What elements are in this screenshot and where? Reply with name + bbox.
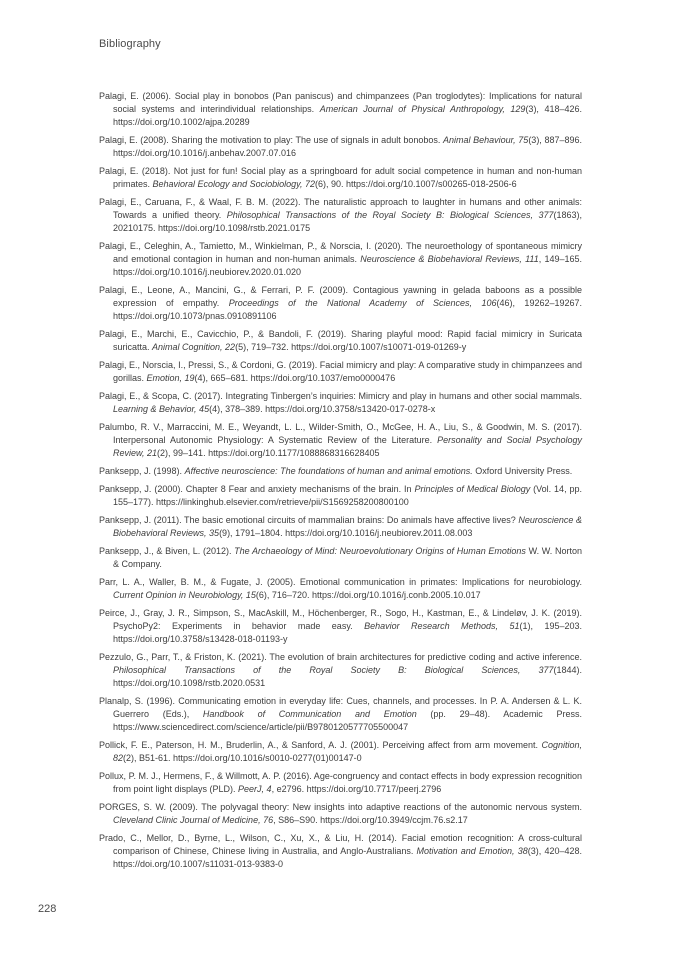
entry-text: Palagi, E. (2006). Social play in bonobos (Pan paniscus) and chimpanzees (Pan troglodytes): Implications for natural social systems and interindividual relationships. <box>99 91 582 114</box>
entry-italic-text: Animal Behaviour, 75 <box>443 135 529 145</box>
entry-italic-text: Philosophical Transactions of the Royal Society B: Biological Sciences, 377 <box>113 665 554 675</box>
entry-text: Palagi, E. (2018). Not just for fun! Social play as a springboard for adult social competence in human and non-human primates. <box>99 166 582 189</box>
entry-text: (3), 418–426. https://doi.org/10.1002/ajpa.20289 <box>113 104 582 127</box>
entry-text: (4), 665–681. https://doi.org/10.1037/emo0000476 <box>194 373 396 383</box>
entry-italic-text: Handbook of Communication and Emotion <box>202 709 417 719</box>
entry-text: Palumbo, R. V., Marraccini, M. E., Weyandt, L. L., Wilder-Smith, O., McGee, H. A., Liu, S., & Goodwin, M. S. (2017). Interpersonal Autonomic Physiology: A Systematic Review of the Literature. <box>99 422 582 445</box>
entry-italic-text: American Journal of Physical Anthropology, 129 <box>319 104 526 114</box>
bibliography-entry <box>99 165 582 191</box>
entry-text: (Vol. 14, pp. 155–177). https://linkinghub.elsevier.com/retrieve/pii/S1569258200800100 <box>113 484 582 507</box>
entry-italic-text: Behavioral Ecology and Sociobiology, 72 <box>152 179 315 189</box>
entry-text: (46), 19262–19267. https://doi.org/10.1073/pnas.0910891106 <box>113 298 582 321</box>
entry-italic-text: Principles of Medical Biology <box>414 484 531 494</box>
entry-text: (2), 99–141. https://doi.org/10.1177/1088868316628405 <box>157 448 380 458</box>
bibliography-entry <box>99 832 582 871</box>
entry-text: (5), 719–732. https://doi.org/10.1007/s10071-019-01269-y <box>235 342 467 352</box>
bibliography-entry <box>99 421 582 460</box>
bibliography-entry <box>99 90 582 129</box>
entry-text: Palagi, E., Leone, A., Mancini, G., & Ferrari, P. F. (2009). Contagious yawning in gelada baboons as a possible expression of empathy. <box>99 285 582 308</box>
bibliography-entry <box>99 328 582 354</box>
entry-italic-text: Neuroscience & Biobehavioral Reviews, 35 <box>113 515 582 538</box>
bibliography-entry <box>99 545 582 571</box>
entry-text: PORGES, S. W. (2009). The polyvagal theory: New insights into adaptive reactions of the autonomic nervous system. <box>99 802 582 812</box>
entry-text: Peirce, J., Gray, J. R., Simpson, S., MacAskill, M., Höchenberger, R., Sogo, H., Kastman, E., & Lindeløv, J. K. (2019). PsychoPy2: Experiments in behavior made easy. <box>99 608 582 631</box>
entry-text: Pollick, F. E., Paterson, H. M., Bruderlin, A., & Sanford, A. J. (2001). Perceiving affect from arm movement. <box>99 740 542 750</box>
entry-text: Palagi, E., Caruana, F., & Waal, F. B. M. (2022). The naturalistic approach to laughter in humans and other animals: Towards a unified theory. <box>99 197 582 220</box>
entry-italic-text: Motivation and Emotion, 38 <box>416 846 528 856</box>
entry-text: Palagi, E., & Scopa, C. (2017). Integrating Tinbergen’s inquiries: Mimicry and play in humans and other social mammals. <box>99 391 582 401</box>
entry-text: (6), 716–720. https://doi.org/10.1016/j.conb.2005.10.017 <box>255 590 481 600</box>
bibliography-entry <box>99 359 582 385</box>
entry-text: Palagi, E., Marchi, E., Cavicchio, P., & Bandoli, F. (2019). Sharing playful mood: Rapid facial mimicry in Suricata suricatta. <box>99 329 582 352</box>
entry-text: W. W. Norton & Company. <box>113 546 582 569</box>
page-title: Bibliography <box>99 38 161 50</box>
entry-italic-text: Neuroscience & Biobehavioral Reviews, 111 <box>360 254 539 264</box>
entry-text: , S86–S90. https://doi.org/10.3949/ccjm.76.s2.17 <box>273 815 468 825</box>
entry-text: (2), B51-61. https://doi.org/10.1016/s0010-0277(01)00147-0 <box>123 753 362 763</box>
entry-italic-text: Cognition, 82 <box>113 740 582 763</box>
entry-text: (9), 1791–1804. https://doi.org/10.1016/j.neubiorev.2011.08.003 <box>219 528 473 538</box>
entry-text: Prado, C., Mellor, D., Byrne, L., Wilson, C., Xu, X., & Liu, H. (2014). Facial emotion recognition: A cross-cultural comparison of Chinese, Chinese living in Australia, and Anglo-Australians. <box>99 833 582 856</box>
entry-text: Panksepp, J. (1998). <box>99 466 185 476</box>
entry-text: (3), 420–428. https://doi.org/10.1007/s11031-013-9383-0 <box>113 846 582 869</box>
entry-text: Planalp, S. (1996). Communicating emotion in everyday life: Cues, channels, and processes. In P. A. Andersen & L. K. Guerrero (Eds.), <box>99 696 582 719</box>
bibliography-entry <box>99 483 582 509</box>
page-number: 228 <box>38 903 57 915</box>
entry-text: Panksepp, J. (2011). The basic emotional circuits of mammalian brains: Do animals have affective lives? <box>99 515 519 525</box>
bibliography-entry <box>99 607 582 646</box>
entry-italic-text: Emotion, 19 <box>146 373 195 383</box>
bibliography-entry <box>99 801 582 827</box>
entry-italic-text: Philosophical Transactions of the Royal Society B: Biological Sciences, 377 <box>226 210 554 220</box>
entry-italic-text: Cleveland Clinic Journal of Medicine, 76 <box>113 815 274 825</box>
bibliography-entry <box>99 695 582 734</box>
entry-text: Panksepp, J. (2000). Chapter 8 Fear and anxiety mechanisms of the brain. In <box>99 484 415 494</box>
entry-text: (1844). https://doi.org/10.1098/rstb.2020.0531 <box>113 665 582 688</box>
bibliography-entry <box>99 651 582 690</box>
entry-text: Panksepp, J., & Biven, L. (2012). <box>99 546 235 556</box>
bibliography-entry <box>99 196 582 235</box>
bibliography-list <box>99 90 582 876</box>
entry-text: (4), 378–389. https://doi.org/10.3758/s13420-017-0278-x <box>209 404 436 414</box>
entry-italic-text: Personality and Social Psychology Review, 21 <box>113 435 583 458</box>
entry-text: (pp. 29–48). Academic Press. https://www.sciencedirect.com/science/article/pii/B9780120577705500047 <box>113 709 582 732</box>
entry-text: Oxford University Press. <box>472 466 573 476</box>
entry-text: (6), 90. https://doi.org/10.1007/s00265-018-2506-6 <box>314 179 517 189</box>
bibliography-entry <box>99 739 582 765</box>
bibliography-entry <box>99 134 582 160</box>
bibliography-entry <box>99 390 582 416</box>
entry-text: Palagi, E., Celeghin, A., Tamietto, M., Winkielman, P., & Norscia, I. (2020). The neuroethology of spontaneous mimicry and emotional contagion in human and non-human animals. <box>99 241 582 264</box>
entry-italic-text: Animal Cognition, 22 <box>152 342 236 352</box>
entry-text: Palagi, E., Norscia, I., Pressi, S., & Cordoni, G. (2019). Facial mimicry and play: A comparative study in chimpanzees and gorillas. <box>99 360 582 383</box>
entry-text: Palagi, E. (2008). Sharing the motivation to play: The use of signals in adult bonobos. <box>99 135 443 145</box>
bibliography-entry <box>99 514 582 540</box>
entry-italic-text: The Archaeology of Mind: Neuroevolutionary Origins of Human Emotions <box>234 546 526 556</box>
bibliography-entry <box>99 240 582 279</box>
entry-italic-text: Behavior Research Methods, 51 <box>364 621 520 631</box>
entry-italic-text: Proceedings of the National Academy of Sciences, 106 <box>228 298 497 308</box>
entry-italic-text: Learning & Behavior, 45 <box>113 404 210 414</box>
entry-text: , e2796. https://doi.org/10.7717/peerj.2796 <box>271 784 442 794</box>
bibliography-entry <box>99 770 582 796</box>
entry-text: (1), 195–203. https://doi.org/10.3758/s13428-018-01193-y <box>113 621 582 644</box>
entry-text: (1863), 20210175. https://doi.org/10.1098/rstb.2021.0175 <box>113 210 582 233</box>
bibliography-entry <box>99 576 582 602</box>
entry-text: Pollux, P. M. J., Hermens, F., & Willmott, A. P. (2016). Age-congruency and contact effects in body expression recognition from point light displays (PLD). <box>99 771 582 794</box>
entry-text: Parr, L. A., Waller, B. M., & Fugate, J. (2005). Emotional communication in primates: Implications for neurobiology. <box>99 577 582 587</box>
entry-italic-text: PeerJ, 4 <box>238 784 272 794</box>
entry-italic-text: Affective neuroscience: The foundations of human and animal emotions. <box>184 466 473 476</box>
entry-italic-text: Current Opinion in Neurobiology, 15 <box>113 590 256 600</box>
entry-text: (3), 887–896. https://doi.org/10.1016/j.anbehav.2007.07.016 <box>113 135 582 158</box>
entry-text: , 149–165. https://doi.org/10.1016/j.neubiorev.2020.01.020 <box>113 254 582 277</box>
bibliography-entry <box>99 465 582 478</box>
bibliography-entry <box>99 284 582 323</box>
entry-text: Pezzulo, G., Parr, T., & Friston, K. (2021). The evolution of brain architectures for predictive coding and active inference. <box>99 652 582 662</box>
